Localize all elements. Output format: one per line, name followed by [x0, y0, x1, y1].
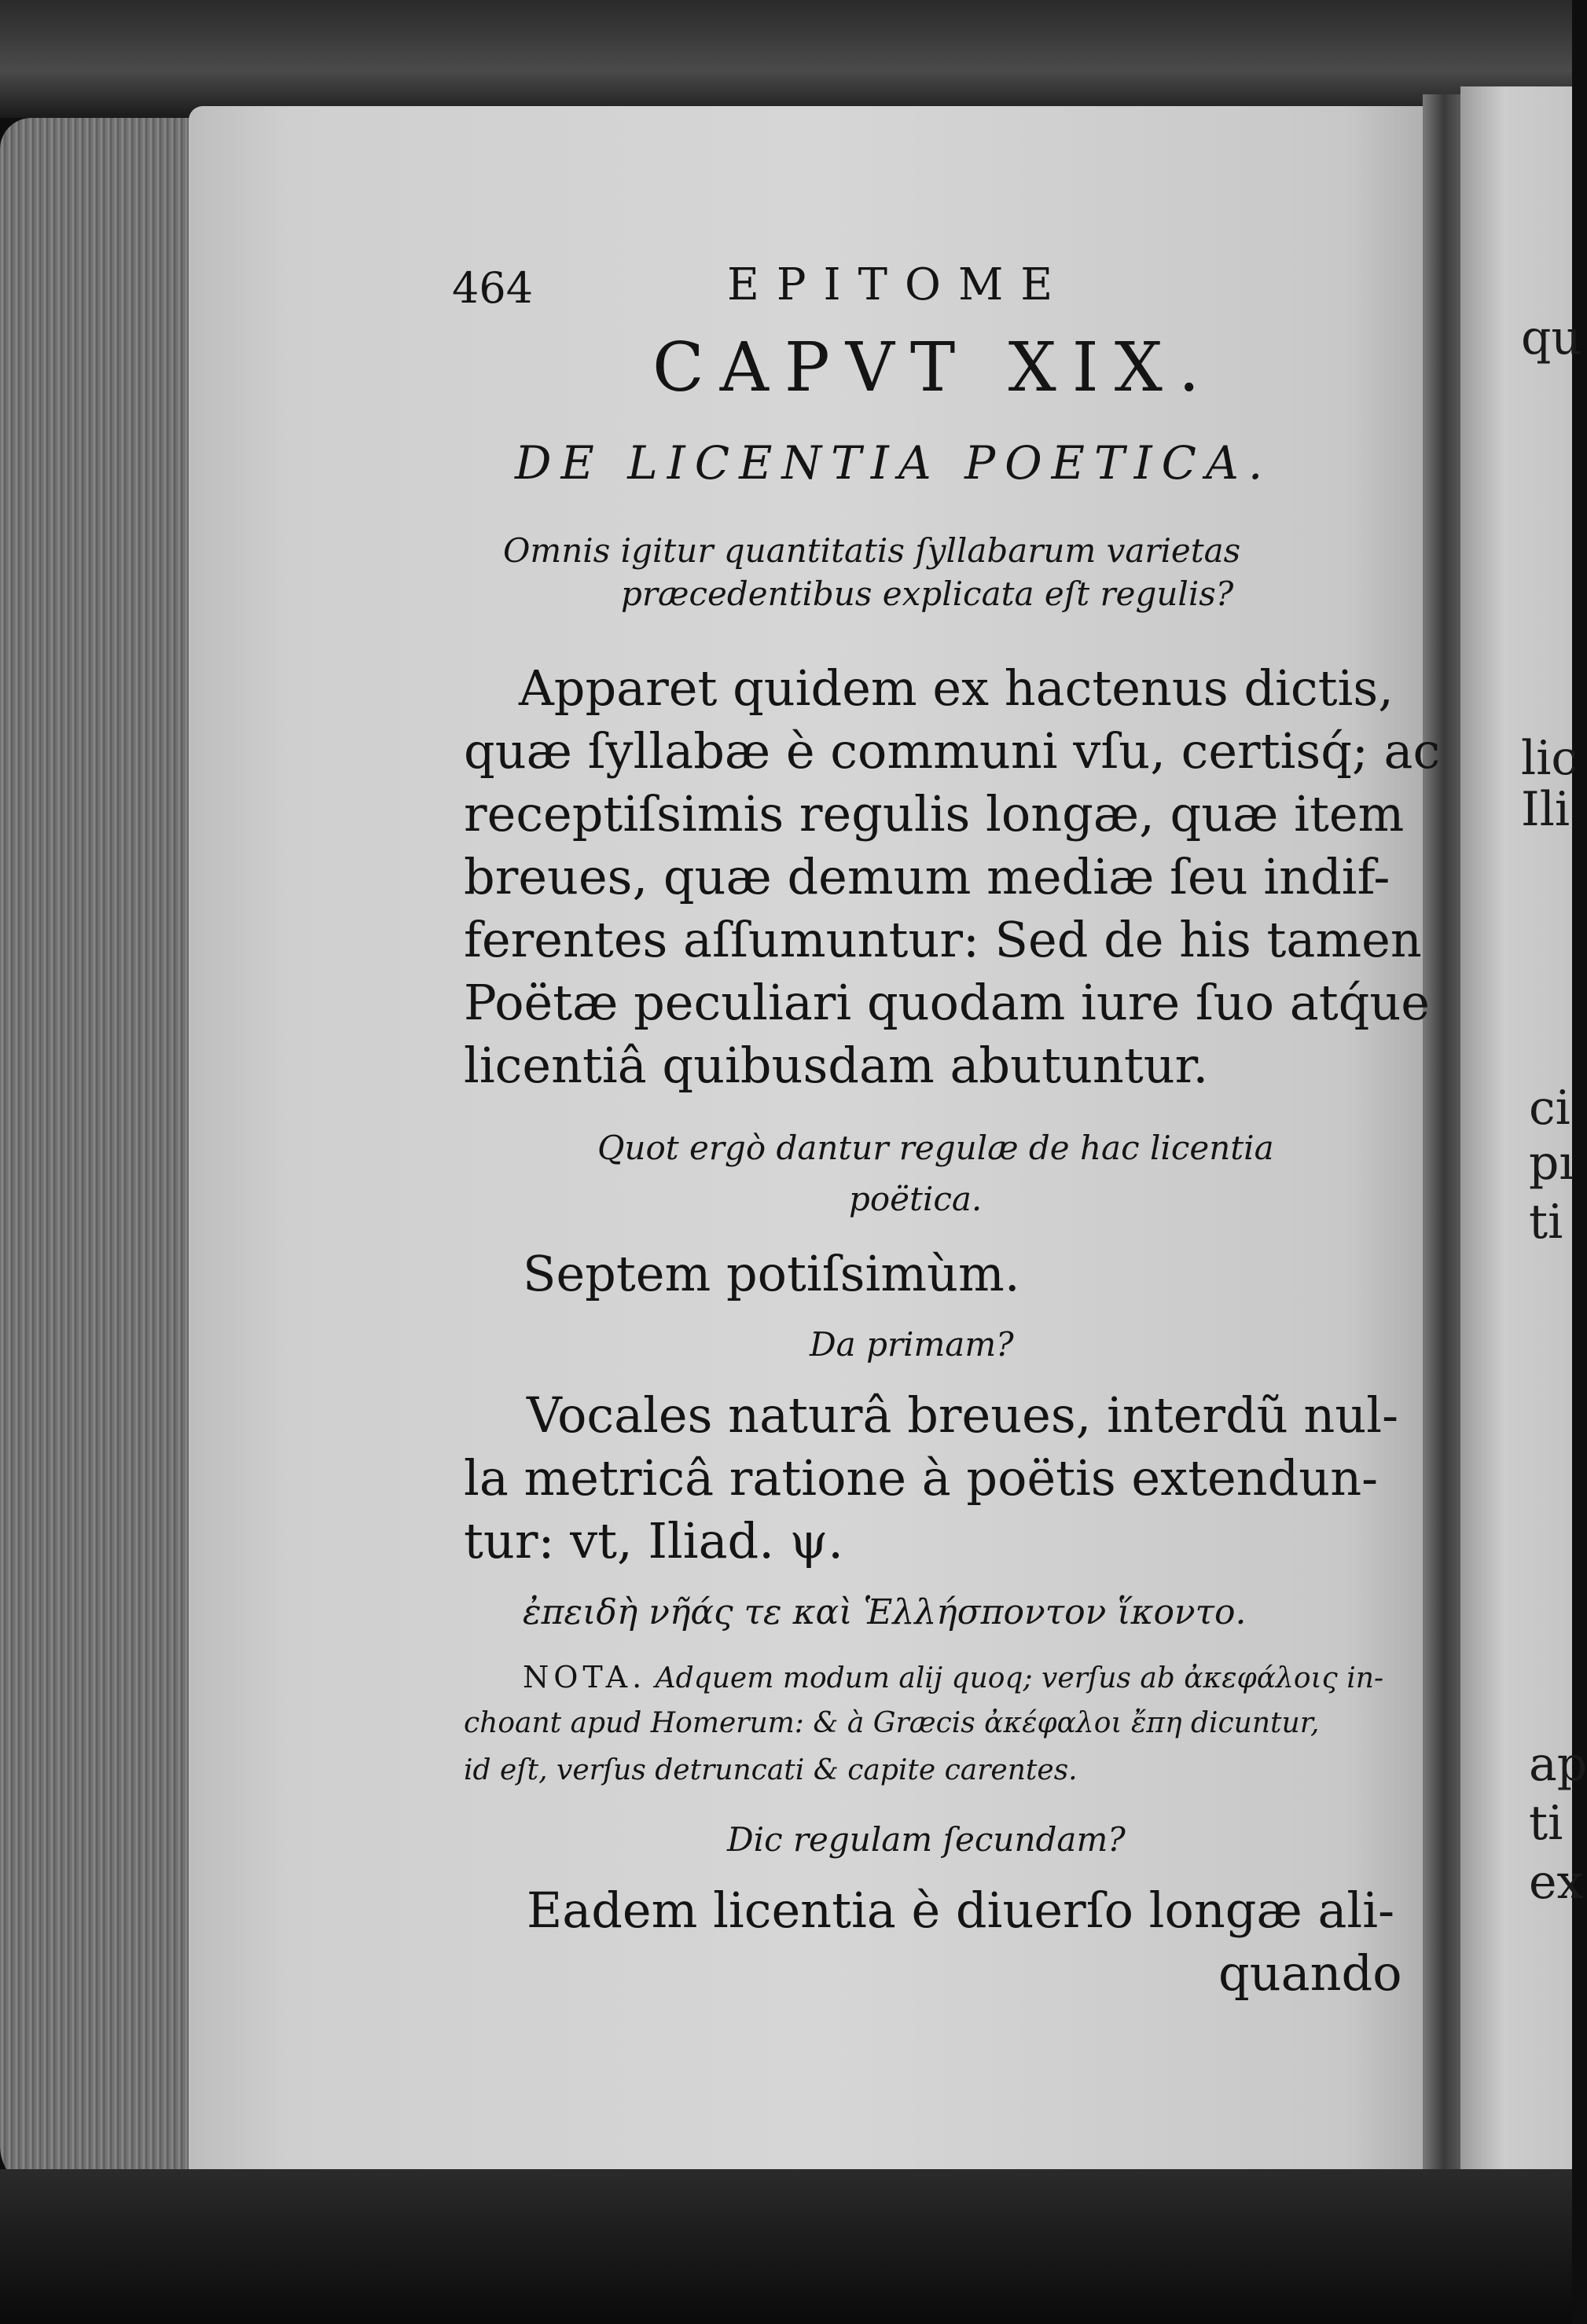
- body-line: tur: vt, Iliad. ψ.: [464, 1512, 843, 1570]
- chapter-subtitle: DE LICENTIA POETICA.: [515, 436, 1273, 490]
- body-line: Apparet quidem ex hactenus dictis,: [519, 659, 1394, 717]
- right-page-fragment: Ili: [1521, 782, 1570, 837]
- question-line: Omnis igitur quantitatis ſyllabarum varietas: [503, 531, 1241, 570]
- body-line: breues, quæ demum mediæ ſeu indif-: [464, 848, 1390, 905]
- right-page-fragment: ti: [1529, 1796, 1563, 1851]
- bottom-shadow: [0, 2169, 1572, 2324]
- note-label: NOTA.: [523, 1660, 647, 1694]
- question-line: Dic regulam ſecundam?: [727, 1820, 1126, 1859]
- note-text: Adquem modum alij quoq; verſus ab ἀκεφάλοις in-: [655, 1662, 1384, 1694]
- note-line: id eſt, verſus detruncati & capite carentes.: [464, 1754, 1078, 1786]
- page-number: 464: [452, 263, 534, 313]
- catchword: quando: [1218, 1944, 1402, 2002]
- right-page-fragment: ex: [1529, 1855, 1584, 1910]
- page-edges: [0, 118, 197, 2193]
- question-line: poëtica.: [849, 1180, 983, 1218]
- note-line: [523, 1662, 1383, 1693]
- note-line: choant apud Homerum: & à Græcis ἀκέφαλοι ἔπη dicuntur,: [464, 1707, 1320, 1739]
- right-page-fragment: pı: [1529, 1136, 1574, 1191]
- question-line: præcedentibus explicata eſt regulis?: [621, 575, 1234, 613]
- body-line: la metricâ ratione à poëtis extendun-: [464, 1449, 1379, 1507]
- greek-quotation: ἐπειδὴ νῆάς τε καὶ Ἑλλήσποντον ἵκοντο.: [523, 1592, 1247, 1632]
- right-page-fragment: qu: [1521, 310, 1582, 365]
- question-line: Quot ergò dantur regulæ de hac licentia: [597, 1129, 1274, 1167]
- chapter-heading: CAPVT XIX.: [652, 329, 1216, 407]
- body-line: quæ ſyllabæ è communi vſu, certisq́; ac: [464, 722, 1441, 780]
- body-line: receptiſsimis regulis longæ, quæ item: [464, 785, 1405, 843]
- body-line: Eadem licentia è diuerſo longæ ali-: [527, 1882, 1395, 1939]
- body-line: Vocales naturâ breues, interdũ nul-: [527, 1386, 1399, 1444]
- body-line: Septem potiſsimùm.: [523, 1245, 1020, 1302]
- right-page-fragment: ap: [1529, 1737, 1587, 1792]
- book-binding-top: [0, 0, 1572, 118]
- right-page-fragment: ci: [1529, 1081, 1570, 1136]
- body-line: Poëtæ peculiari quodam iure ſuo atq́ue: [464, 974, 1430, 1031]
- question-line: Da primam?: [810, 1325, 1014, 1364]
- right-page-fragment: ti: [1529, 1195, 1563, 1250]
- running-head: EPITOME: [727, 259, 1071, 310]
- body-line: ferentes aſſumuntur: Sed de his tamen: [464, 911, 1422, 968]
- body-line: licentiâ quibusdam abutuntur.: [464, 1037, 1209, 1094]
- right-page-fragment: lic: [1521, 731, 1578, 786]
